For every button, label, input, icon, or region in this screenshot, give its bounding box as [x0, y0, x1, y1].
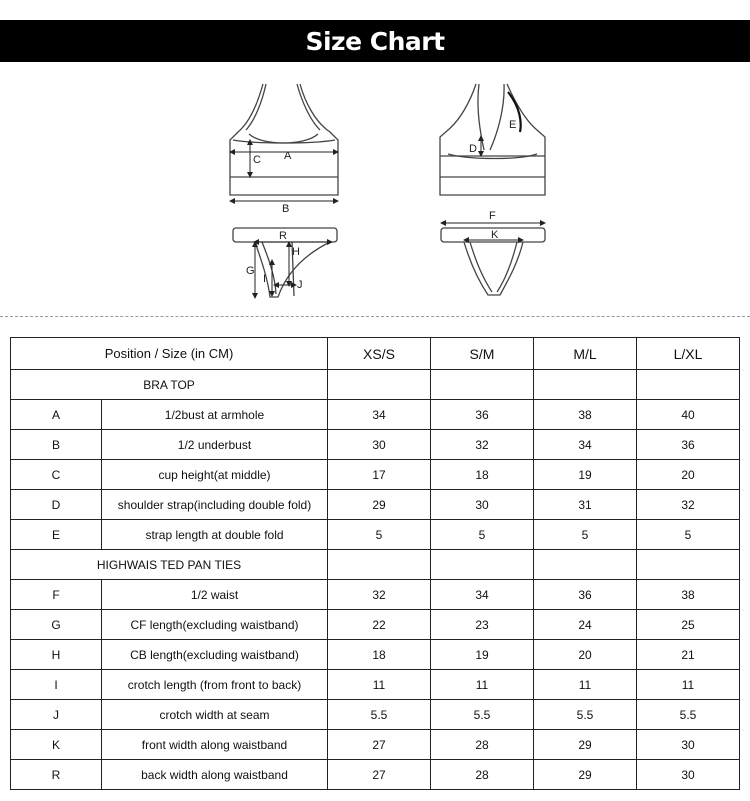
label-f: F: [489, 210, 496, 222]
size-value: 27: [328, 760, 431, 790]
measure-code: D: [11, 490, 102, 520]
size-value: 30: [637, 760, 740, 790]
measure-description: CB length(excluding waistband): [102, 640, 328, 670]
section-divider: [0, 316, 750, 317]
garment-diagrams: [0, 62, 750, 312]
size-value: 19: [534, 460, 637, 490]
size-value: 38: [637, 580, 740, 610]
size-value: 34: [328, 400, 431, 430]
label-b: B: [282, 203, 290, 215]
size-value: 27: [328, 730, 431, 760]
measure-description: CF length(excluding waistband): [102, 610, 328, 640]
label-g: G: [246, 265, 255, 277]
table-row: [11, 460, 740, 490]
size-value: 5: [431, 520, 534, 550]
bra-front-diagram: [230, 84, 338, 195]
bra-section-row: [11, 370, 740, 400]
size-value: 20: [534, 640, 637, 670]
pant-section-title: HIGHWAIS TED PAN TIES: [11, 550, 328, 580]
measure-code: G: [11, 610, 102, 640]
pant-section-row: [11, 550, 740, 580]
size-value: 5: [534, 520, 637, 550]
measure-code: R: [11, 760, 102, 790]
measure-description: 1/2bust at armhole: [102, 400, 328, 430]
table-row: [11, 760, 740, 790]
table-row: [11, 730, 740, 760]
size-value: 29: [328, 490, 431, 520]
size-value: 23: [431, 610, 534, 640]
label-j: J: [297, 279, 303, 291]
empty-cell: [431, 550, 534, 580]
measure-code: J: [11, 700, 102, 730]
table-row: [11, 640, 740, 670]
table-row: [11, 580, 740, 610]
size-header: M/L: [534, 338, 637, 370]
table-row: [11, 430, 740, 460]
position-size-header: Position / Size (in CM): [11, 338, 328, 370]
measure-description: strap length at double fold: [102, 520, 328, 550]
size-value: 36: [431, 400, 534, 430]
size-value: 11: [637, 670, 740, 700]
label-i: I: [263, 273, 267, 285]
measure-code: K: [11, 730, 102, 760]
table-row: [11, 520, 740, 550]
empty-cell: [534, 370, 637, 400]
measure-code: I: [11, 670, 102, 700]
size-value: 24: [534, 610, 637, 640]
measure-description: 1/2 waist: [102, 580, 328, 610]
size-value: 11: [328, 670, 431, 700]
measure-description: crotch length (from front to back): [102, 670, 328, 700]
size-value: 30: [431, 490, 534, 520]
size-value: 19: [431, 640, 534, 670]
label-c: C: [253, 154, 261, 166]
measure-code: H: [11, 640, 102, 670]
size-value: 5: [637, 520, 740, 550]
table-row: [11, 700, 740, 730]
measure-code: E: [11, 520, 102, 550]
table-row: [11, 670, 740, 700]
measure-description: shoulder strap(including double fold): [102, 490, 328, 520]
measure-code: B: [11, 430, 102, 460]
size-value: 30: [637, 730, 740, 760]
label-d: D: [469, 143, 477, 155]
empty-cell: [637, 550, 740, 580]
label-r: R: [279, 230, 287, 242]
table-header-row: [11, 338, 740, 370]
label-e: E: [509, 119, 517, 131]
size-value: 28: [431, 760, 534, 790]
size-value: 36: [534, 580, 637, 610]
label-k: K: [491, 229, 499, 241]
page-title: Size Chart: [305, 26, 445, 56]
size-value: 11: [534, 670, 637, 700]
size-value: 5.5: [328, 700, 431, 730]
size-value: 32: [328, 580, 431, 610]
size-value: 5.5: [637, 700, 740, 730]
size-value: 30: [328, 430, 431, 460]
measure-code: A: [11, 400, 102, 430]
bra-back-diagram: [440, 84, 545, 195]
empty-cell: [328, 370, 431, 400]
size-value: 5.5: [534, 700, 637, 730]
size-header: S/M: [431, 338, 534, 370]
size-value: 5: [328, 520, 431, 550]
size-value: 17: [328, 460, 431, 490]
size-header: L/XL: [637, 338, 740, 370]
measure-description: 1/2 underbust: [102, 430, 328, 460]
measure-code: C: [11, 460, 102, 490]
size-header: XS/S: [328, 338, 431, 370]
measure-description: crotch width at seam: [102, 700, 328, 730]
table-row: [11, 490, 740, 520]
size-value: 11: [431, 670, 534, 700]
size-value: 21: [637, 640, 740, 670]
empty-cell: [328, 550, 431, 580]
size-value: 18: [328, 640, 431, 670]
label-h: H: [292, 246, 300, 258]
size-chart-banner: [0, 20, 750, 62]
table-row: [11, 400, 740, 430]
size-value: 29: [534, 730, 637, 760]
size-value: 32: [431, 430, 534, 460]
size-value: 18: [431, 460, 534, 490]
size-value: 32: [637, 490, 740, 520]
size-value: 20: [637, 460, 740, 490]
measure-description: front width along waistband: [102, 730, 328, 760]
size-value: 40: [637, 400, 740, 430]
size-value: 36: [637, 430, 740, 460]
size-value: 5.5: [431, 700, 534, 730]
size-value: 25: [637, 610, 740, 640]
size-value: 38: [534, 400, 637, 430]
size-value: 28: [431, 730, 534, 760]
label-a: A: [284, 150, 292, 162]
measure-description: back width along waistband: [102, 760, 328, 790]
size-value: 34: [534, 430, 637, 460]
size-value: 31: [534, 490, 637, 520]
empty-cell: [431, 370, 534, 400]
table-row: [11, 610, 740, 640]
bra-section-title: BRA TOP: [11, 370, 328, 400]
size-value: 22: [328, 610, 431, 640]
measure-code: F: [11, 580, 102, 610]
size-chart-table: [10, 337, 740, 790]
size-value: 34: [431, 580, 534, 610]
empty-cell: [637, 370, 740, 400]
size-value: 29: [534, 760, 637, 790]
measure-description: cup height(at middle): [102, 460, 328, 490]
empty-cell: [534, 550, 637, 580]
